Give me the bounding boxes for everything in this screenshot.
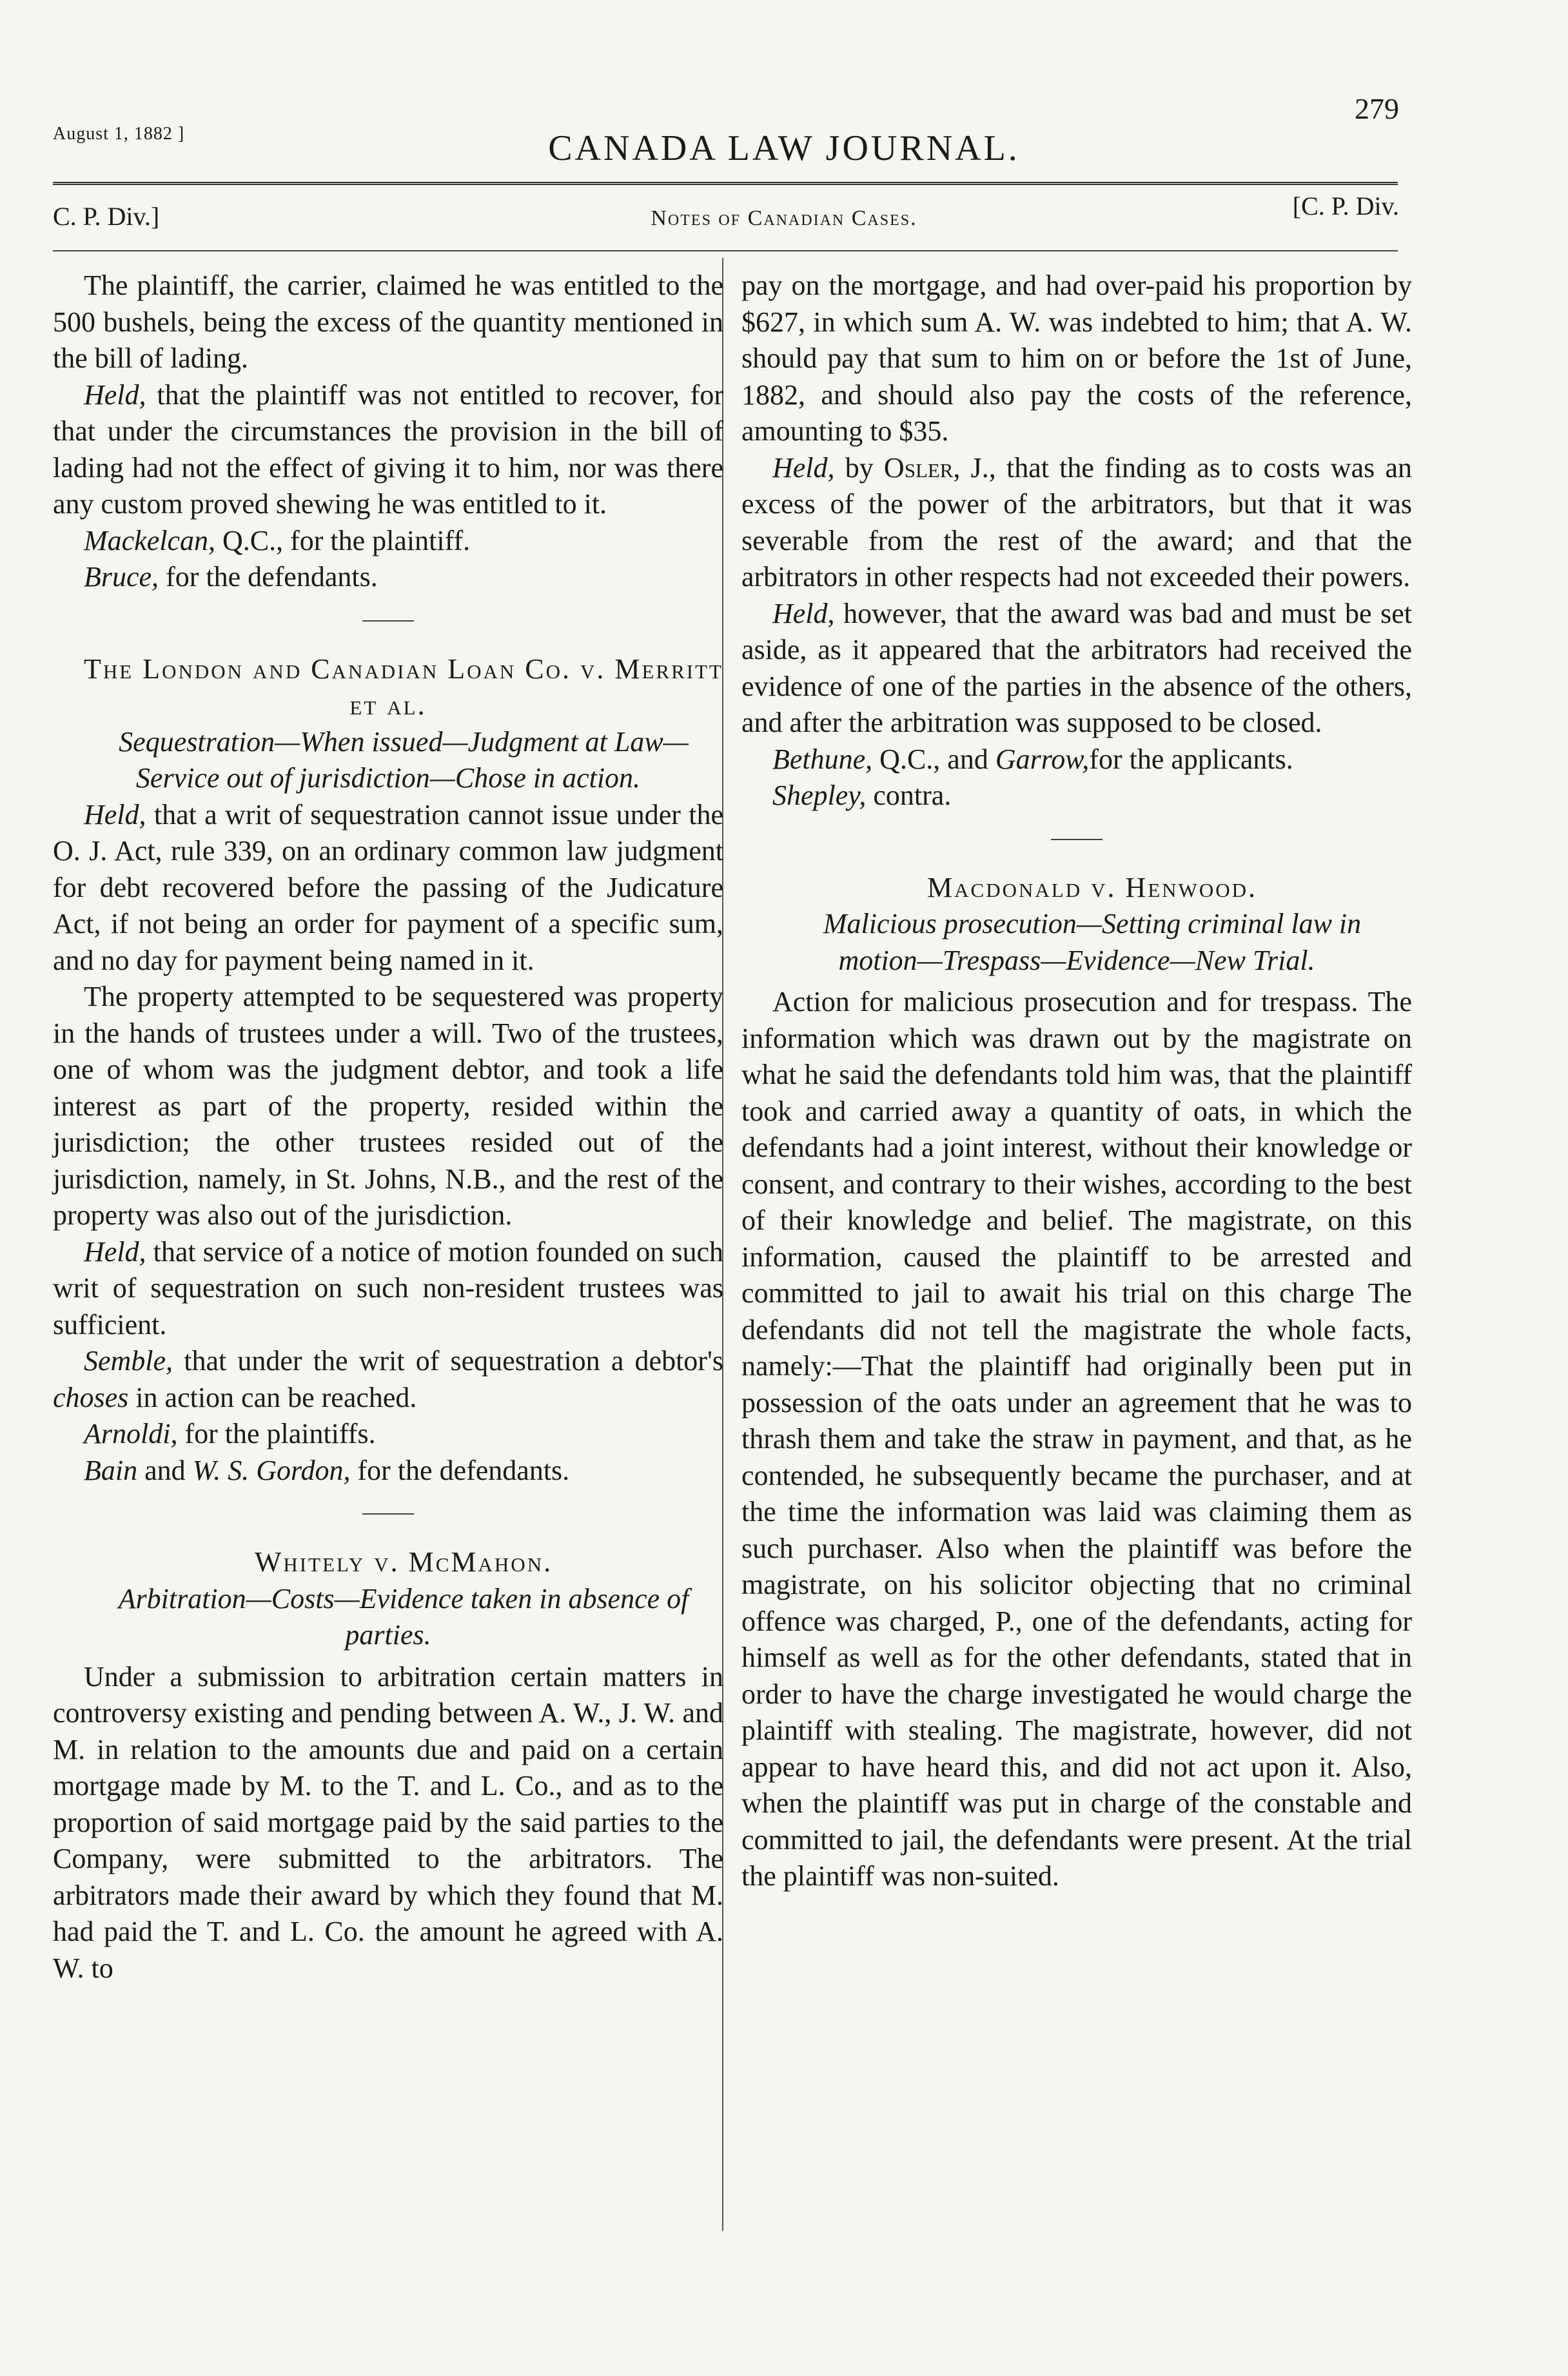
paragraph: Held, that the plaintiff was not entitled to recover, for that under the circumstances the provision in the bill of lading had not the effect of giving it to him, nor was there any custom proved shewing he was entitled to it. xyxy=(53,378,723,520)
case-subject: Arbitration—Costs—Evidence taken in absence of parties. xyxy=(118,1582,689,1651)
paragraph: Held, that service of a notice of motion founded on such writ of sequestration on such non-resident trustees was sufficient. xyxy=(53,1235,723,1340)
paragraph: Held, that a writ of sequestration cannot issue under the O. J. Act, rule 339, on an ordinary common law judgment for debt recovered before the passing of the Judicature Act, if not being an order for payment of a specific sum, and no day for payment being named in it. xyxy=(53,798,723,976)
paragraph: Under a submission to arbitration certain matters in controversy existing and pending between A. W., J. W. and M. in relation to the amounts due and paid on a certain mortgage made by M. to the T. and L. Co., and as to the proportion of said mortgage paid by the said parties to the Company, were submitted to the arbitrators. The arbitrators made their award by which they found that M. had paid the T. and L. Co. the amount he agreed with A. W. to xyxy=(53,1660,723,1984)
counsel-line: Bruce, for the defendants. xyxy=(84,561,378,593)
counsel-line: Bain and W. S. Gordon, for the defendants. xyxy=(84,1454,570,1486)
section-title: Notes of Canadian Cases. xyxy=(651,206,917,230)
counsel-line: Mackelcan, Q.C., for the plaintiff. xyxy=(84,524,471,556)
paragraph: pay on the mortgage, and had over-paid his proportion by $627, in which sum A. W. was indebted to him; that A. W. should pay that sum to him on or before the 1st of June, 1882, and should also pay the costs of the reference, amounting to $35. xyxy=(741,270,1412,447)
paragraph: Action for malicious prosecution and for trespass. The information which was drawn out by the magistrate on what he said the defendants told him was, that the plaintiff took and carried away a quantity of oats, in which the defendants had a joint interest, without their knowledge or consent, and contrary to their wishes, according to the best of their knowledge and belief. The magistrate, on this information, caused the plaintiff to be arrested and committed to jail to await his trial on this charge The defendants did not tell the magistrate the whole facts, namely:—That the plaintiff had originally been put in possession of the oats under an agreement that he was to thrash them and take the straw in payment, and that, as he contended, he subsequently became the purchaser, and at the time the information was laid was claiming them as such purchaser. Also when the plaintiff was before the magistrate, on his solicitor objecting that no criminal offence was charged, P., one of the defendants, acting for himself as well as for the other defendants, stated that in order to have the charge investigated he would charge the plaintiff with stealing. The magistrate, however, did not appear to have heard this, and did not act upon it. Also, when the plaintiff was put in charge of the constable and committed to jail, the defendants were present. At the trial the plaintiff was non-suited. xyxy=(741,986,1412,1892)
left-column xyxy=(53,268,723,1987)
section-separator xyxy=(362,1513,414,1515)
section-separator xyxy=(1051,839,1102,840)
counsel-line: Bethune, Q.C., and Garrow,for the applicants. xyxy=(772,743,1293,775)
subheader-rule xyxy=(53,250,1398,251)
header-rule xyxy=(53,182,1398,185)
case-subject: Malicious prosecution—Setting criminal law in motion—Trespass—Evidence—New Trial. xyxy=(823,908,1362,976)
counsel-line: Shepley, contra. xyxy=(772,780,952,811)
paragraph: Held, however, that the award was bad and must be set aside, as it appeared that the arbitrators had received the evidence of one of the parties in the absence of the others, and after the arbitration was supposed to be closed. xyxy=(741,597,1412,738)
left-division-label: C. P. Div.] xyxy=(53,202,160,231)
counsel-line: Arnoldi, for the plaintiffs. xyxy=(84,1418,376,1449)
paragraph: The plaintiff, the carrier, claimed he was entitled to the 500 bushels, being the excess of the quantity mentioned in the bill of lading. xyxy=(53,270,723,374)
issue-date: August 1, 1882 ] xyxy=(53,124,185,144)
right-division-label: [C. P. Div. xyxy=(1292,191,1399,221)
paragraph: Held, by Osler, J., that the finding as to costs was an excess of the power of the arbitrators, but that it was severable from the rest of the award; and that the arbitrators in other respects had not exceeded their powers. xyxy=(741,451,1413,593)
case-title: Whitely v. McMahon. xyxy=(254,1546,553,1578)
paragraph: The property attempted to be sequestered was property in the hands of trustees under a will. Two of the trustees, one of whom was the judgment debtor, and took a life interest as part of the property, resided within the jurisdiction; the other trustees resided out of the jurisdiction, namely, in St. Johns, N.B., and the rest of the property was also out of the jurisdiction. xyxy=(53,981,723,1231)
section-separator xyxy=(362,620,414,622)
case-title: The London and Canadian Loan Co. v. Merritt et al. xyxy=(84,653,723,721)
paragraph: Semble, that under the writ of sequestration a debtor's choses in action can be reached. xyxy=(53,1345,723,1413)
case-title: Macdonald v. Henwood. xyxy=(927,871,1257,903)
journal-title: CANADA LAW JOURNAL. xyxy=(548,128,1020,168)
page-number: 279 xyxy=(1355,92,1399,125)
right-column xyxy=(741,268,1412,1895)
case-subject: Sequestration—When issued—Judgment at Law—Service out of jurisdiction—Chose in action. xyxy=(119,725,689,794)
